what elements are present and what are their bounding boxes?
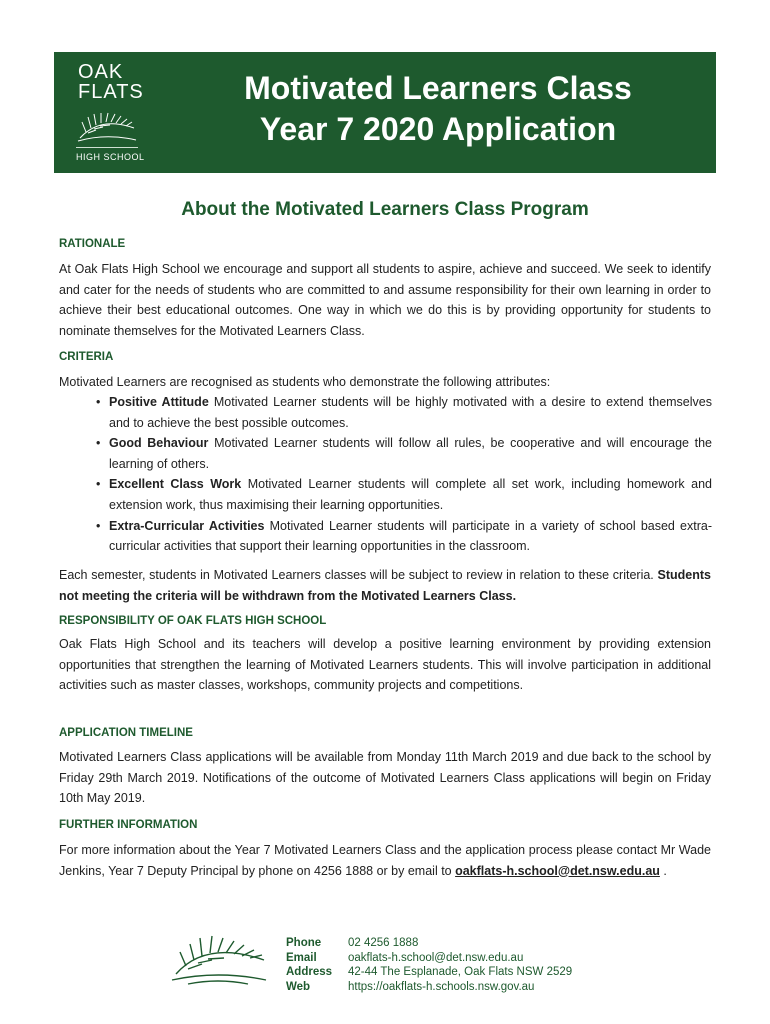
list-item: • Positive Attitude Motivated Learner students will be highly motivated with a desire to extend themselves and to achieve the best possible outcomes.	[96, 395, 712, 430]
criteria-list	[92, 392, 712, 557]
fern-logo-icon	[168, 930, 268, 986]
list-item: • Good Behaviour Motivated Learner students will follow all rules, be cooperative and will encourage the learning of others.	[96, 436, 713, 471]
logo-divider	[76, 147, 138, 148]
contact-row-web	[286, 980, 572, 995]
criteria-item-text: Motivated Learner students will complete all set work, including homework and extension work, thus maximising their learning opportunities.	[109, 477, 713, 512]
review-warning: Students not meeting the criteria will be withdrawn from the Motivated Learners Class.	[59, 568, 711, 603]
responsibility-text: Oak Flats High School and its teachers will develop a positive learning environment by providing extension opportunities that strengthen the learning of Motivated Learners students. This will involve participation in additional activities such as master classes, workshops, community projects and competitions.	[59, 637, 711, 692]
criteria-heading: CRITERIA	[59, 351, 114, 363]
responsibility-heading: RESPONSIBILITY OF OAK FLATS HIGH SCHOOL	[59, 615, 327, 627]
criteria-intro: Motivated Learners are recognised as students who demonstrate the following attributes:	[59, 375, 551, 389]
address-value: 42-44 The Esplanade, Oak Flats NSW 2529	[348, 966, 573, 979]
list-item: • Extra-Curricular Activities Motivated Learner students will participate in a variety of school based extra- curricular activities that support their learning opportunities in the classroom.	[96, 518, 712, 554]
timeline-text: Motivated Learners Class applications will be available from Monday 11th March 2019 and due back to the school by Friday 29th March 2019. Notifications of the outcome of Motivated Learners Class applications will begin on Friday 10th May 2019.	[59, 750, 711, 805]
school-logo	[62, 60, 164, 164]
header-banner	[54, 52, 716, 173]
section-title: About the Motivated Learners Class Program	[181, 199, 589, 220]
rationale-heading: RATIONALE	[59, 238, 126, 250]
criteria-review	[59, 565, 711, 606]
contact-block	[286, 936, 572, 994]
further-trailing: .	[659, 863, 667, 878]
criteria-item-text: Motivated Learner students will be highly motivated with a desire to extend themselves and to achieve the best possible outcomes.	[109, 395, 712, 430]
page-title	[170, 68, 706, 150]
logo-text-high-school: HIGH SCHOOL	[76, 152, 145, 162]
criteria-item-title: Good Behaviour	[109, 436, 209, 451]
email-label: Email	[286, 951, 317, 964]
criteria-item-title: Excellent Class Work	[109, 477, 242, 492]
further-heading: FURTHER INFORMATION	[59, 819, 198, 831]
further-text	[59, 840, 711, 881]
phone-value: 02 4256 1888	[348, 937, 419, 949]
review-text: Each semester, students in Motivated Learners classes will be subject to review in relation to these criteria.	[59, 568, 658, 582]
criteria-item-text: Motivated Learner students will follow all rules, be cooperative and will encourage the learning of others.	[109, 436, 713, 471]
address-label: Address	[286, 966, 333, 979]
phone-label: Phone	[286, 937, 322, 949]
contact-row-phone	[286, 936, 572, 951]
fern-icon	[76, 108, 138, 144]
criteria-item-title: Extra-Curricular Activities	[109, 518, 265, 533]
title-line-2: Year 7 2020 Application	[259, 111, 617, 147]
timeline-heading: APPLICATION TIMELINE	[59, 727, 193, 739]
logo-text-oak: OAK	[78, 61, 124, 83]
further-body: For more information about the Year 7 Motivated Learners Class and the application process please contact Mr Wade Jenkins, Year 7 Deputy Principal by phone on 4256 1888 or by email to	[59, 843, 711, 878]
title-line-1: Motivated Learners Class	[244, 70, 632, 106]
logo-text-flats: FLATS	[78, 81, 144, 103]
email-link[interactable]: oakflats-h.school@det.nsw.edu.au	[455, 863, 660, 878]
email-value[interactable]: oakflats-h.school@det.nsw.edu.au	[348, 951, 524, 964]
web-label: Web	[286, 980, 311, 993]
criteria-item-title: Positive Attitude	[109, 395, 209, 409]
rationale-text: At Oak Flats High School we encourage and support all students to aspire, achieve and succeed. We seek to identify and cater for the needs of students who are committed to and assume responsibility for their own learning in order to achieve their best educational outcomes. One way in which we do this is by providing opportunity for students to nominate themselves for the Motivated Learners Class.	[59, 262, 711, 338]
criteria-item-text: Motivated Learner students will participate in a variety of school based extra- curricular activities that support their learning opportunities in the classroom.	[109, 518, 712, 554]
contact-row-address	[286, 965, 572, 980]
web-value[interactable]: https://oakflats-h.schools.nsw.gov.au	[348, 980, 535, 993]
contact-row-email	[286, 951, 572, 966]
list-item: • Excellent Class Work Motivated Learner students will complete all set work, including homework and extension work, thus maximising their learning opportunities.	[96, 477, 713, 512]
